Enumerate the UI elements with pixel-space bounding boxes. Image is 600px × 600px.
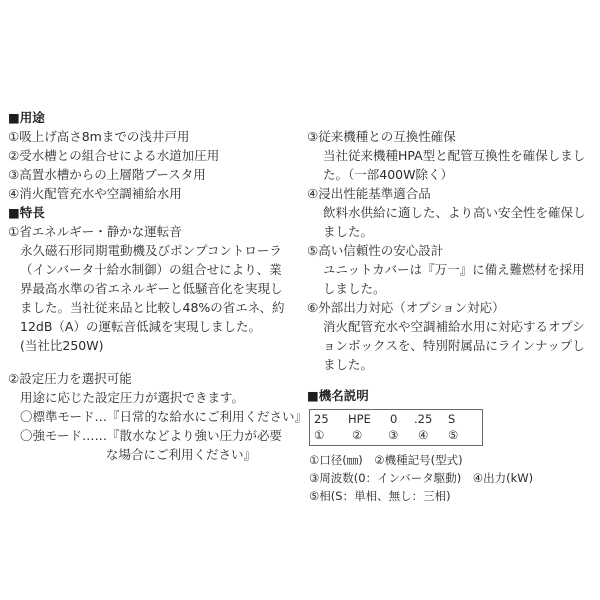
feature-1-title: ①省エネルギー・静かな運転音 xyxy=(8,224,182,239)
feature-1-line: （インバータ十給水制御）の組合せにより、業 xyxy=(20,262,282,277)
feature-2-line: 〇標準モード…『日常的な給水にご利用ください』 xyxy=(20,409,308,424)
model-code-part: S xyxy=(448,412,456,426)
model-code-part: 0 xyxy=(390,412,398,426)
feature-5-line: しました。 xyxy=(323,281,386,296)
model-legend xyxy=(307,451,597,505)
feature-1-line: (当社比250W) xyxy=(20,338,104,353)
usage-item-2: ②受水槽との組合せによる水道加圧用 xyxy=(8,148,220,163)
usage-heading: ■用途 xyxy=(8,110,45,125)
model-number: ② xyxy=(352,428,363,442)
feature-2-line: 〇強モード……『散水などより強い圧力が必要 xyxy=(20,428,283,443)
feature-5-title: ⑤高い信頼性の安心設計 xyxy=(307,243,444,258)
feature-3-line: た。（一部400W除く） xyxy=(323,167,453,182)
usage-item-4: ④消火配管充水や空調補給水用 xyxy=(8,186,182,201)
model-code-row xyxy=(310,411,482,427)
model-code-part: HPE xyxy=(348,412,371,426)
feature-2-line: 用途に応じた設定圧力が選択できます。 xyxy=(20,390,245,405)
features-heading: ■特長 xyxy=(8,205,45,220)
left-column xyxy=(8,108,308,464)
model-code-part: 25 xyxy=(314,412,329,426)
feature-1-line: ました。当社従来品と比較し48%の省エネ、約 xyxy=(20,300,285,315)
feature-2-title: ②設定圧力を選択可能 xyxy=(8,371,132,386)
feature-6-line: 消火配管充水や空調補給水用に対応するオプシ xyxy=(323,319,585,334)
model-heading: ■機名説明 xyxy=(307,388,369,403)
feature-2-line: な場合にご利用ください』 xyxy=(106,447,257,462)
model-number-row xyxy=(310,427,482,443)
model-number: ③ xyxy=(388,428,399,442)
usage-item-3: ③高置水槽からの上層階ブースタ用 xyxy=(8,167,206,182)
feature-1-line: 永久磁石形同期電動機及びポンプコントローラ xyxy=(20,243,282,258)
model-legend-line: ⑤相(S：単相、無し：三相) xyxy=(309,489,451,503)
feature-6-title: ⑥外部出力対応（オプション対応） xyxy=(307,300,505,315)
model-number: ⑤ xyxy=(448,428,459,442)
feature-1-line: 12dB（A）の運転音低減を実現しました。 xyxy=(20,319,261,334)
feature-6-line: ョンボックスを、特別附属品にラインナップし xyxy=(323,338,585,353)
model-number: ④ xyxy=(418,428,429,442)
model-code-box xyxy=(309,409,483,446)
feature-6-line: ました。 xyxy=(323,357,374,372)
feature-4-title: ④浸出性能基準適合品 xyxy=(307,186,431,201)
feature-4-line: ました。 xyxy=(323,224,374,239)
model-code-part: .25 xyxy=(414,412,433,426)
feature-1-line: 界最高水準の省エネルギーと低騒音化を実現し xyxy=(20,281,283,296)
feature-4-line: 飲料水供給に適した、より高い安全性を確保し xyxy=(323,205,586,220)
right-column xyxy=(307,108,597,505)
feature-3-title: ③従来機種との互換性確保 xyxy=(307,129,456,144)
feature-3-line: 当社従来機種HPA型と配管互換性を確保しまし xyxy=(323,148,586,163)
model-legend-line: ③周波数(0：インバータ駆動) ④出力(kW) xyxy=(309,471,534,485)
model-number: ① xyxy=(314,428,325,442)
model-legend-line: ①口径(㎜) ②機種記号(型式) xyxy=(309,453,463,467)
usage-item-1: ①吸上げ高さ8mまでの浅井戸用 xyxy=(8,129,190,144)
feature-5-line: ユニットカバーは『万一』に備え難燃材を採用 xyxy=(323,262,585,277)
